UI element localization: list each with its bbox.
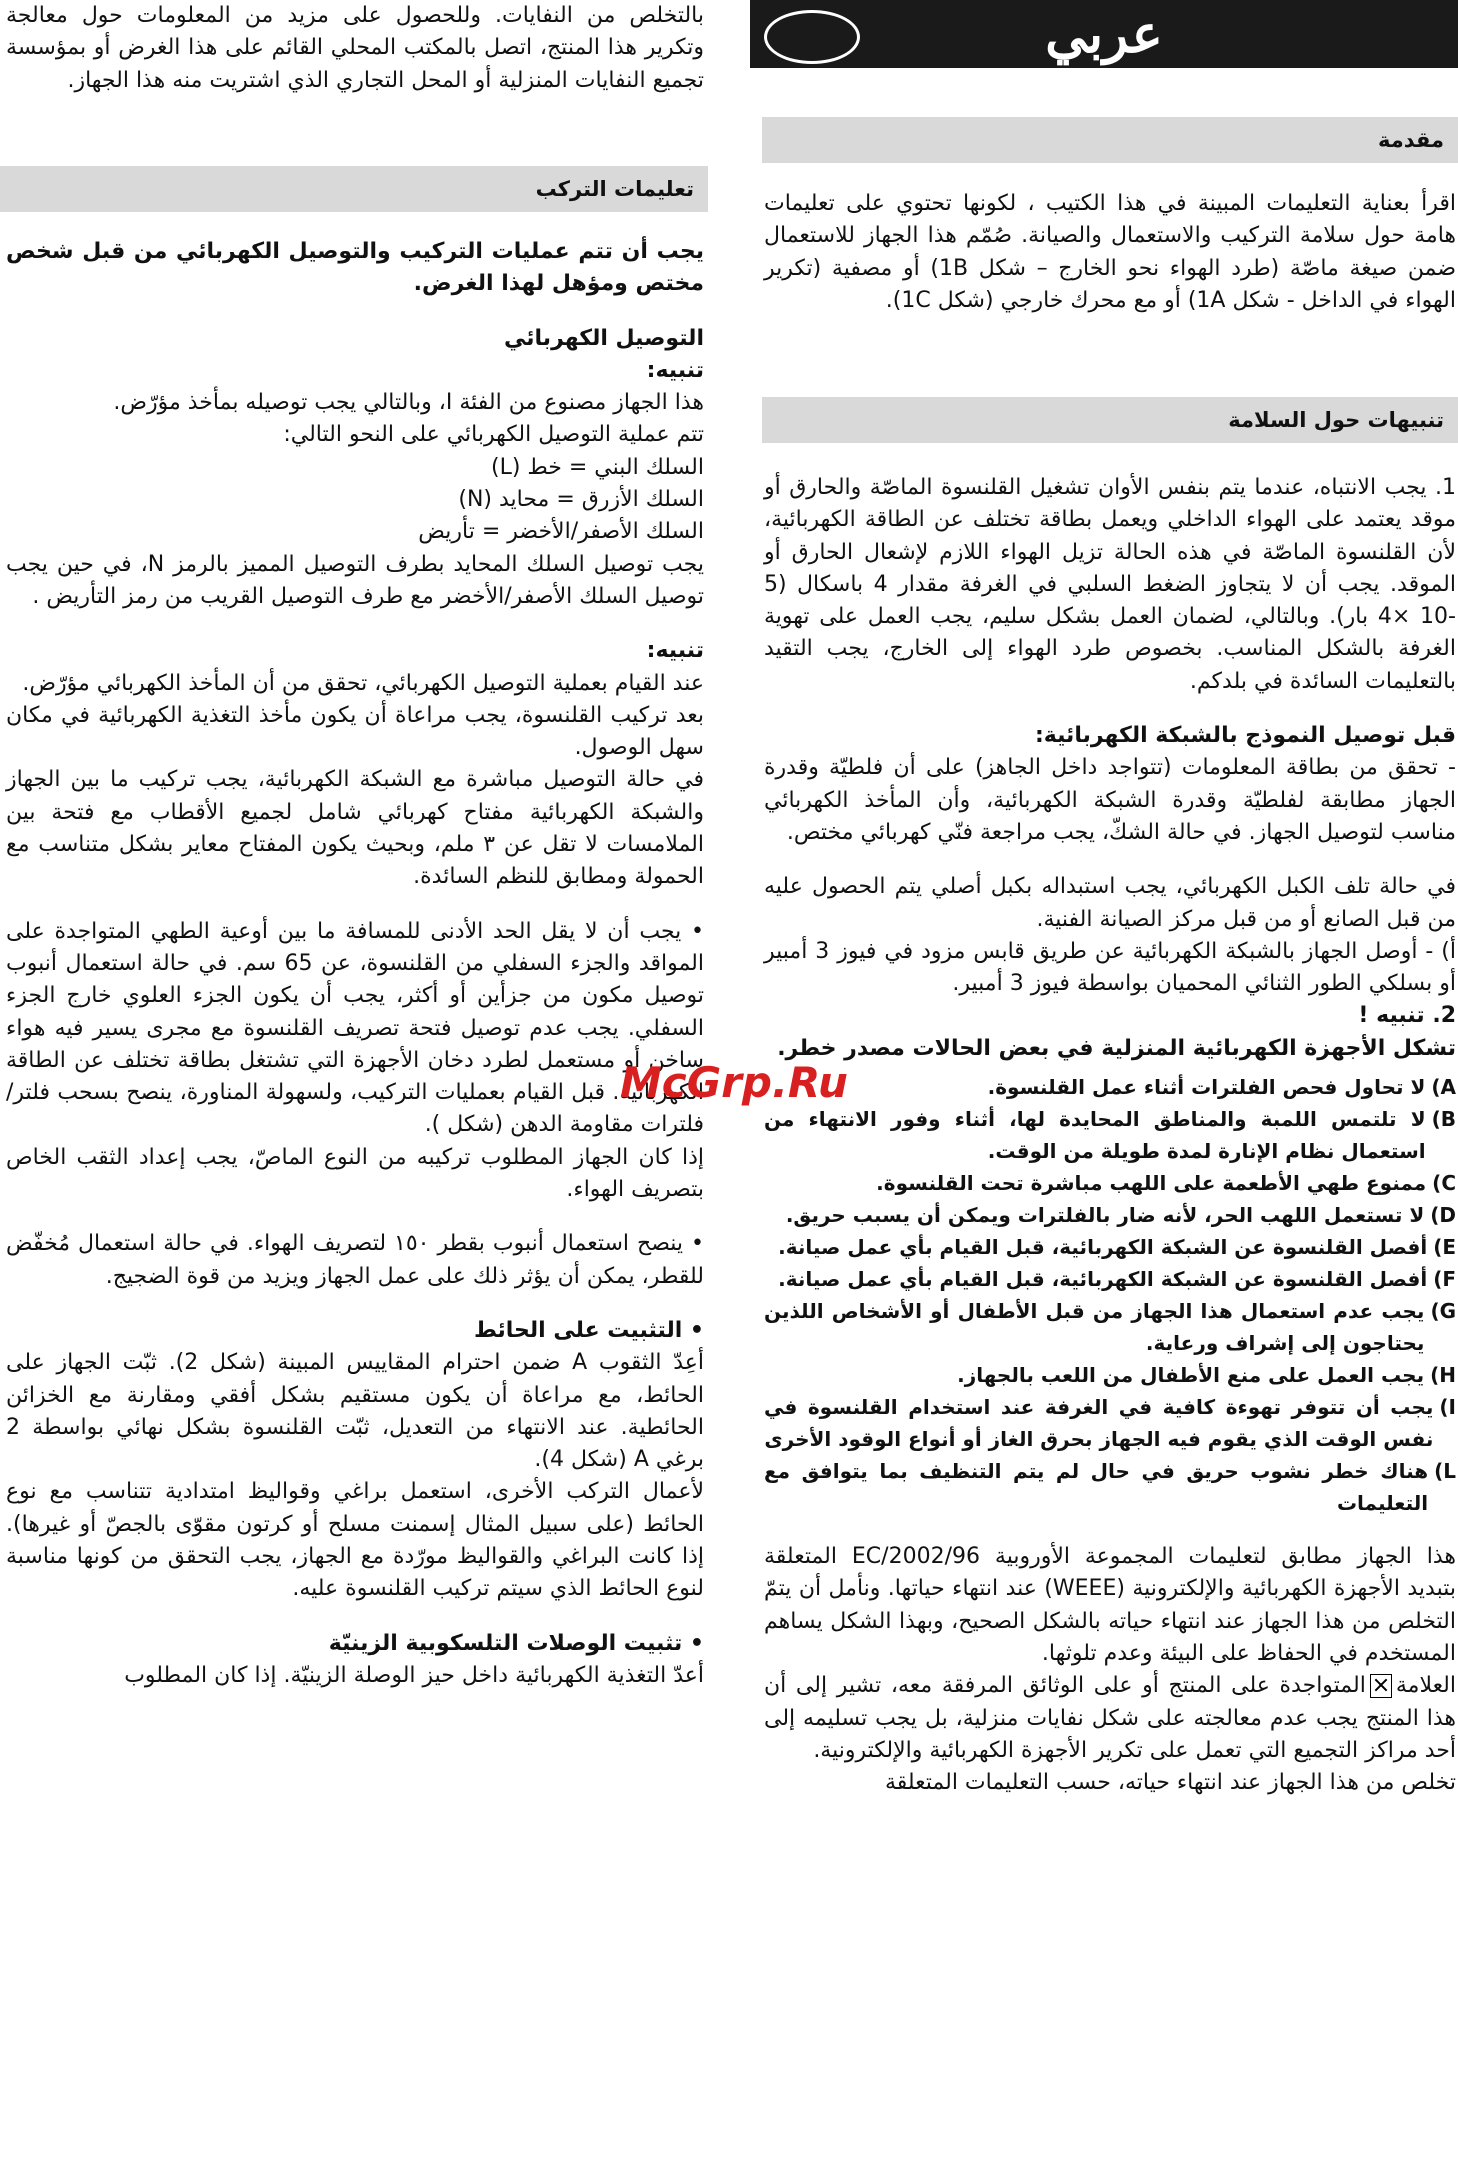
wall-mount-title: • التثبيت على الحائط <box>473 1317 704 1343</box>
left-column <box>0 0 708 2164</box>
wire-brown: السلك البني = خط (L) <box>490 454 704 480</box>
disposal-continuation: بالتخلص من النفايات. وللحصول على مزيد من المعلومات حول معالجة وتكرير هذا المنتج، اتصل بالمكتب المحلي القائم على هذا الغرض أو بمؤسسة تجميع النفايات المنزلية أو المحل التجاري الذي اشتريت منه هذا الجهاز. <box>6 3 704 93</box>
wire-yellow-green: السلك الأصفر/الأخضر = تأريض <box>418 519 704 545</box>
safety-paragraph-1: 1. يجب الانتباه، عندما يتم بنفس الأوان تشغيل القلنسوة الماصّة والحارق أو موقد يعتمد على الهواء الداخلي ويعمل بطاقة تختلف عن الطاقة الكهربائية، لأن القلنسوة الماصّة في هذه الحالة تزيل الهواء اللازم لإشعال الحارق أو الموقد. يجب أن لا يتجاوز الضغط السلبي في الغرفة مقدار 4 باسكال (5 -10 ×4 بار). وبالتالي، لضمان العمل بشكل سليم، يجب العمل على تهوية الغرفة بالشكل المناسب. بخصوص طرد الهواء إلى الخارج، يجب التقيد بالتعليمات السائدة في بلدكم. <box>764 475 1456 694</box>
telescopic-text: أعدّ التغذية الكهربائية داخل حيز الوصلة الزينيّة. إذا كان المطلوب <box>124 1662 704 1688</box>
safety-list <box>764 1071 1456 1519</box>
right-column <box>750 0 1458 2164</box>
earthing-text: عند القيام بعملية التوصيل الكهربائي، تحقق من أن المأخذ الكهربائي مؤرّض. <box>22 670 704 696</box>
before-connection-text: - تحقق من بطاقة المعلومات (تتواجد داخل الجاهز) على أن فلطيّة وقدرة الجهاز مطابقة لفلطيّة وقدرة الشبكة الكهربائية، وأن المأخذ الكهربائي مناسب لتوصيل الجهاز. في حالة الشكّ، يجب مراجعة فنّي كهربائي مختص. <box>764 755 1456 845</box>
install-heading: تعليمات التركب <box>0 166 708 212</box>
ducting-text: إذا كان الجهاز المطلوب تركيبه من النوع الماصّ، يجب إعداد الثقب الخاص بتصريف الهواء. <box>6 1144 704 1203</box>
electrical-title: التوصيل الكهربائي <box>504 325 704 351</box>
intro-paragraph: اقرأ بعناية التعليمات المبينة في هذا الكتيب ، لكونها تحتوي على تعليمات هامة حول سلامة التركيب والاستعمال والصيانة. صُمّم هذا الجهاز للاستعمال ضمن صيغة ماصّة (طرد الهواء نحو الخارج – شكل 1B) أو مصفية (تكرير الهواء في الداخل - شكل 1A) أو مع محرك خارجي (شكل 1C). <box>764 191 1457 313</box>
class-text: هذا الجهاز مصنوع من الفئة I، وبالتالي يجب توصيله بمأخذ مؤرّض. <box>113 390 704 416</box>
warning-title: تشكل الأجهزة الكهربائية المنزلية في بعض الحالات مصدر خطر. <box>777 1035 1456 1061</box>
oval-icon <box>764 10 860 64</box>
list-item: E) أفصل القلنسوة عن الشبكة الكهربائية، قبل القيام بأي عمل صيانة. <box>778 1235 1456 1260</box>
connection-text: تتم عملية التوصيل الكهربائي على النحو التالي: <box>283 422 704 448</box>
note-label-2: تنبيه: <box>646 638 704 664</box>
weee-paragraph-3: تخلص من هذا الجهاز عند انتهاء حياته، حسب التعليمات المتعلقة <box>884 1770 1456 1796</box>
wire-blue: السلك الأزرق = محايد (N) <box>458 487 704 513</box>
safety-section <box>764 472 1456 1799</box>
direct-connection-text: في حالة التوصيل مباشرة مع الشبكة الكهربائية، يجب تركيب ما بين الجهاز والشبكة الكهربائية مفتاح كهربائي شامل لجميع الأقطاب مع فتحة بين الملامسات لا تقل عن ٣ ملم، وبحيث يكون المفتاح معاير بشكل متناسب مع الحمولة ومطابق للنظم السائدة. <box>6 767 704 890</box>
list-item: D) لا تستعمل اللهب الحر، لأنه ضار بالفلترات ويمكن أن يسبب حريق. <box>785 1203 1456 1228</box>
telescopic-title: • تثبيت الوصلات التلسكوبية الزينيّة <box>328 1630 704 1656</box>
list-item: I) يجب أن تتوفر تهوءة كافية في الغرفة عند استخدام القلنسوة في نفس الوقت الذي يقوم فيه الجهاز بحرق الغاز أو أنواع الوقود الأخرى <box>764 1395 1456 1452</box>
weee-paragraph-2: العلامةالمتواجدة على المنتج أو على الوثائق المرفقة معه، تشير إلى أن هذا المنتج يجب عدم معالجته على شكل نفايات منزلية، بل يجب تسليمه إلى أحد مراكز التجميع التي تعمل على تكرير الأجهزة الكهربائية والإلكترونية. <box>764 1673 1456 1763</box>
intro-heading: مقدمة <box>762 117 1458 163</box>
note-label: تنبيه: <box>646 357 704 383</box>
list-item: C) ممنوع طهي الأطعمة على اللهب مباشرة تحت القلنسوة. <box>876 1171 1456 1196</box>
list-item: A) لا تحاول فحص الفلترات أثناء عمل القلنسوة. <box>987 1075 1456 1100</box>
before-connection-title: قبل توصيل النموذج بالشبكة الكهربائية: <box>1034 723 1456 749</box>
install-warning: يجب أن تتم عمليات التركيب والتوصيل الكهربائي من قبل شخص مختص ومؤهل لهذا الغرض. <box>6 239 704 297</box>
install-section <box>6 236 704 1692</box>
list-item: H) يجب العمل على منع الأطفال من اللعب بالجهاز. <box>957 1363 1456 1388</box>
wall-mount-text-1: أعِدّ الثقوب A ضمن احترام المقاييس المبينة (شكل 2). ثبّت الجهاز على الحائط، مع مراعاة أن يكون مستقيم بشكل أفقي ومقارنة مع الخزائن الحائطية. عند الانتهاء من التعديل، ثبّت القلنسوة بشكل نهائي بواسطة 2 برغي A (شكل 4). <box>6 1350 705 1473</box>
list-item: L) هناك خطر نشوب حريق في حال لم يتم التنظيف بما يتوافق مع التعليمات <box>764 1459 1456 1516</box>
watermark: McGrp.Ru <box>620 1058 848 1107</box>
wall-mount-text-2: لأعمال التركب الأخرى، استعمل براغي وقواليظ امتدادية تتناسب مع نوع الحائط (على سبيل المثال إسمنت مسلح أو كرتون مقوّى بالجصّ أو غيرها). إذا كانت البراغي والقواليظ مورّدة مع الجهاز، يجب التحقق من كونها مناسبة لنوع الحائط الذي سيتم تركيب القلنسوة عليه. <box>6 1479 704 1602</box>
list-item: F) أفصل القلنسوة عن الشبكة الكهربائية، قبل القيام بأي عمل صيانة. <box>778 1267 1456 1292</box>
intro-text <box>764 188 1456 317</box>
warning-number: 2. تنبيه ! <box>1358 1003 1456 1029</box>
cable-damage-text: في حالة تلف الكبل الكهربائي، يجب استبداله بكبل أصلي يتم الحصول عليه من قبل الصانع أو من قبل مركز الصيانة الفنية. <box>764 874 1456 932</box>
neutral-wire-text: يجب توصيل السلك المحايد بطرف التوصيل المميز بالرمز N، في حين يجب توصيل السلك الأصفر/الأخضر مع طرف التوصيل القريب من رمز التأريض . <box>6 551 704 609</box>
plug-access-text: بعد تركيب القلنسوة، يجب مراعاة أن يكون مأخذ التغذية الكهربائية في مكان سهل الوصول. <box>6 702 704 761</box>
language-title: عربي <box>1045 3 1163 65</box>
fuse-text: أ) - أوصل الجهاز بالشبكة الكهربائية عن طريق قابس مزود في فيوز 3 أمبير أو بسلكي الطور الثنائي المحميان بواسطة فيوز 3 أمبير. <box>764 938 1456 997</box>
pipe-bullet: • ينصح استعمال أنبوب بقطر ١٥٠ لتصريف الهواء. في حالة استعمال مُخفّض للقطر، يمكن أن يؤثر ذلك على عمل الجهاز ويزيد من قوة الضجيج. <box>6 1231 704 1289</box>
crossed-bin-icon <box>1370 1674 1392 1698</box>
weee-paragraph-1: هذا الجهاز مطابق لتعليمات المجموعة الأوروبية 2002/96/EC المتعلقة بتبديد الأجهزة الكهربائية والإلكترونية (WEEE) عند انتهاء حياتها. ونأمل أن يتمّ التخلص من هذا الجهاز عند انتهاء حياته بالشكل الصحيح، وبهذا الشكل يساهم المستخدم في الحفاظ على البيئة وعدم تلوثها. <box>764 1544 1456 1666</box>
list-item: B) لا تلتمس اللمبة والمناطق المحايدة لها، أثناء وفور الانتهاء من استعمال نظام الإنارة لمدة طويلة من الوقت. <box>764 1107 1456 1164</box>
list-item: G) يجب عدم استعمال هذا الجهاز من قبل الأطفال أو الأشخاص اللذين يحتاجون إلى إشراف ورعاية. <box>764 1299 1456 1356</box>
safety-heading: تنبيهات حول السلامة <box>762 397 1458 443</box>
distance-bullet: • يجب أن لا يقل الحد الأدنى للمسافة ما بين أوعية الطهي المتواجدة على المواقد والجزء السفلي من القلنسوة، عن 65 سم. في حالة استعمال أنبوب توصيل مكون من جزأين أو أكثر، يجب أن يكون الجزء العلوي خارج الجزء السفلي. يجب عدم توصيل فتحة تصريف القلنسوة مع مجرى يسير فيه هواء ساخن أو مستعمل لطرد دخان الأجهزة التي تشتغل بطاقة تختلف عن الطاقة الكهربائية. قبل القيام بعمليات التركيب، ولسهولة المناورة، ينصح بسحب فلتر/فلترات مقاومة الدهن (شكل ). <box>6 918 704 1138</box>
language-band <box>750 0 1458 68</box>
